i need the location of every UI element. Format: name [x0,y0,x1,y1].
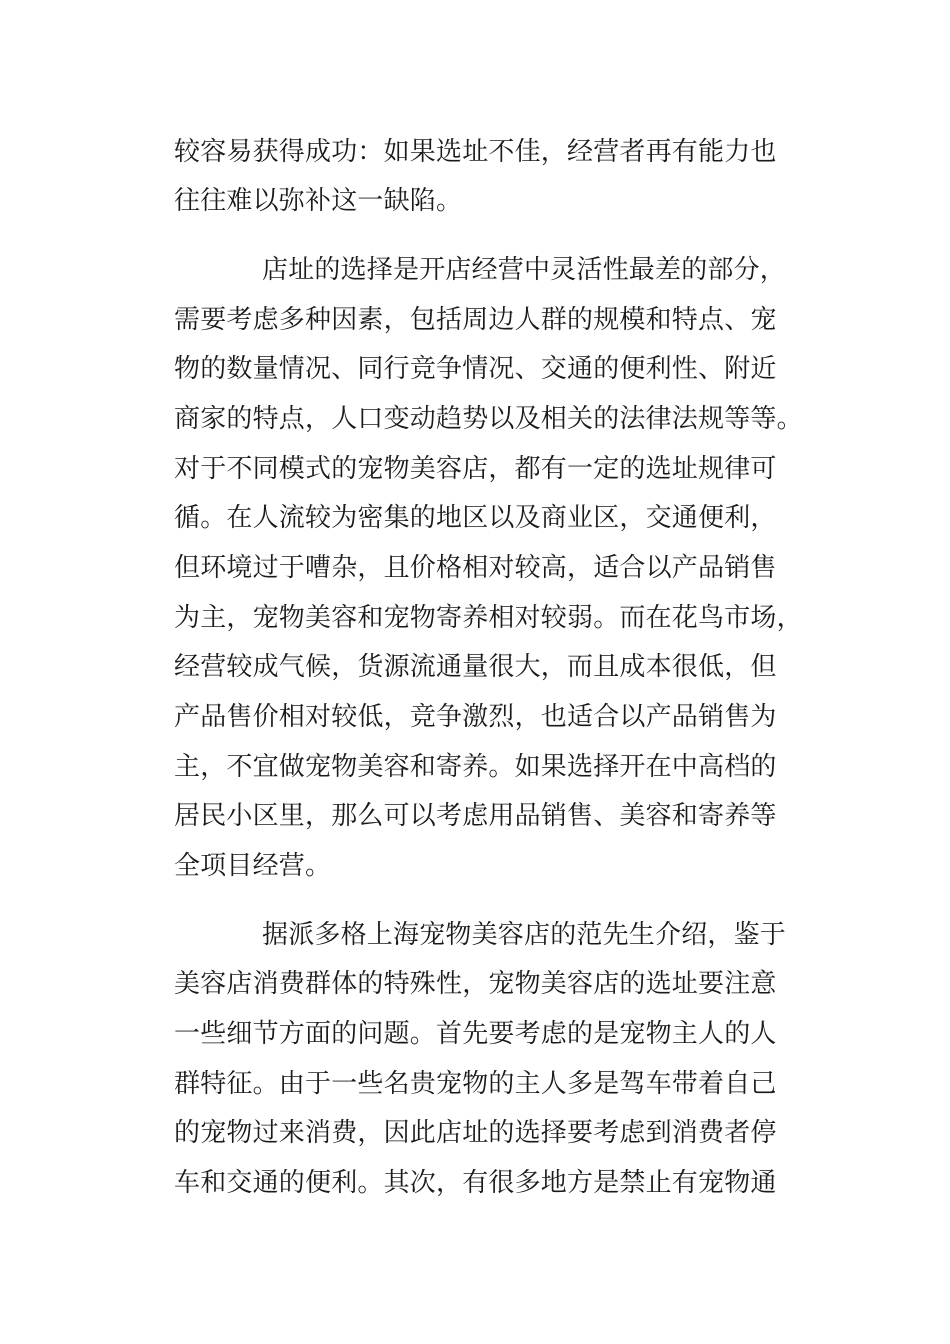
paragraph-line: 往往难以弥补这一缺陷。 [174,186,463,216]
paragraph-line: 的宠物过来消费，因此店址的选择要考虑到消费者停 [174,1118,777,1148]
paragraph-line: 一些细节方面的问题。首先要考虑的是宠物主人的人 [174,1019,777,1049]
paragraph-line: 居民小区里，那么可以考虑用品销售、美容和寄养等 [174,801,777,831]
paragraph-line: 需要考虑多种因素，包括周边人群的规模和特点、宠 [174,305,777,335]
paragraph-line: 店址的选择是开店经营中灵活性最差的部分， [262,255,787,285]
paragraph-line: 但环境过于嘈杂，且价格相对较高，适合以产品销售 [174,553,777,583]
paragraph-line: 物的数量情况、同行竞争情况、交通的便利性、附近 [174,354,777,384]
paragraph-line: 美容店消费群体的特殊性，宠物美容店的选址要注意 [174,969,777,999]
paragraph-line: 经营较成气候，货源流通量很大，而且成本很低，但 [174,652,777,682]
paragraph-line: 主，不宜做宠物美容和寄养。如果选择开在中高档的 [174,752,777,782]
paragraph-line: 据派多格上海宠物美容店的范先生介绍，鉴于 [262,920,787,950]
paragraph-line: 产品售价相对较低，竞争激烈，也适合以产品销售为 [174,702,777,732]
paragraph-line: 对于不同模式的宠物美容店，都有一定的选址规律可 [174,454,777,484]
paragraph-line: 车和交通的便利。其次，有很多地方是禁止有宠物通 [174,1168,777,1198]
paragraph-line: 全项目经营。 [174,851,332,881]
paragraph-line: 商家的特点，人口变动趋势以及相关的法律法规等等。 [174,404,803,434]
paragraph-line: 为主，宠物美容和宠物寄养相对较弱。而在花鸟市场， [174,603,803,633]
paragraph-line: 较容易获得成功：如果选址不佳，经营者再有能力也 [174,137,777,167]
paragraph-line: 群特征。由于一些名贵宠物的主人多是驾车带着自己 [174,1069,777,1099]
paragraph-line: 循。在人流较为密集的地区以及商业区，交通便利， [174,503,777,533]
